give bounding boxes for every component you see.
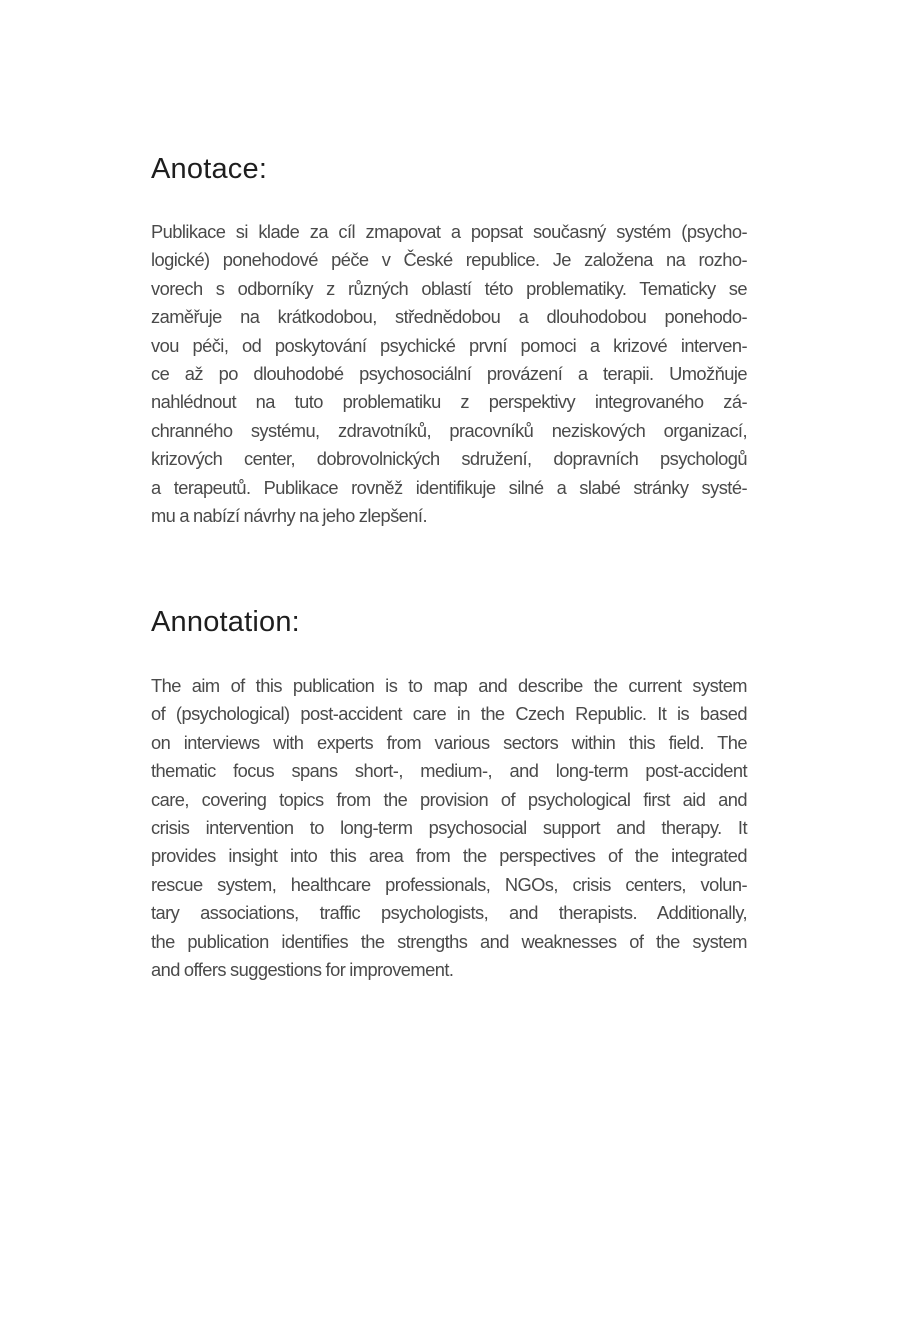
paragraph-line	[151, 275, 747, 303]
line-text: logické) ponehodové péče v České republice. Je založena na rozho-	[151, 249, 747, 271]
paragraph-line	[151, 928, 747, 956]
english-annotation-paragraph	[151, 672, 747, 984]
paragraph-line	[151, 388, 747, 416]
paragraph-line	[151, 360, 747, 388]
paragraph-line	[151, 417, 747, 445]
line-text: chranného systému, zdravotníků, pracovníků neziskových organizací,	[151, 419, 747, 441]
line-text: of (psychological) post-accident care in the Czech Republic. It is based	[151, 703, 747, 725]
line-text: thematic focus spans short-, medium-, and long-term post-accident	[151, 760, 747, 782]
line-text: mu a nabízí návrhy na jeho zlepšení.	[151, 504, 427, 526]
paragraph-line	[151, 502, 747, 530]
line-text: tary associations, traffic psychologists, and therapists. Additionally,	[151, 902, 747, 924]
paragraph-line	[151, 303, 747, 331]
paragraph-line	[151, 786, 747, 814]
line-text: crisis intervention to long-term psychosocial support and therapy. It	[151, 816, 747, 838]
paragraph-line	[151, 729, 747, 757]
czech-annotation-heading: Anotace:	[151, 153, 268, 185]
paragraph-line	[151, 474, 747, 502]
line-text: Publikace si klade za cíl zmapovat a popsat současný systém (psycho-	[151, 221, 747, 242]
line-text: provides insight into this area from the perspectives of the integrated	[151, 845, 747, 867]
line-text: nahlédnout na tuto problematiku z perspektivy integrovaného zá-	[151, 391, 747, 413]
line-text: ce až po dlouhodobé psychosociální provázení a terapii. Umožňuje	[151, 362, 747, 384]
line-text: a terapeutů. Publikace rovněž identifikuje silné a slabé stránky systé-	[151, 476, 747, 498]
paragraph-line	[151, 899, 747, 927]
paragraph-line	[151, 956, 747, 984]
line-text: the publication identifies the strengths and weaknesses of the system	[151, 930, 747, 952]
line-text: zaměřuje na krátkodobou, střednědobou a dlouhodobou ponehodo-	[151, 306, 747, 328]
paragraph-line	[151, 218, 747, 246]
line-text: and offers suggestions for improvement.	[151, 958, 454, 980]
line-text: on interviews with experts from various sectors within this field. The	[151, 731, 747, 753]
line-text: rescue system, healthcare professionals, NGOs, crisis centers, volun-	[151, 873, 747, 895]
line-text: vou péči, od poskytování psychické první pomoci a krizové interven-	[151, 334, 747, 356]
paragraph-line	[151, 842, 747, 870]
line-text: The aim of this publication is to map and describe the current system	[151, 675, 747, 696]
paragraph-line	[151, 246, 747, 274]
paragraph-line	[151, 757, 747, 785]
line-text: care, covering topics from the provision of psychological first aid and	[151, 788, 747, 810]
line-text: vorech s odborníky z různých oblastí této problematiky. Tematicky se	[151, 277, 747, 299]
paragraph-line	[151, 814, 747, 842]
paragraph-line	[151, 445, 747, 473]
czech-annotation-paragraph	[151, 218, 747, 530]
paragraph-line	[151, 672, 747, 700]
english-annotation-heading: Annotation:	[151, 606, 300, 638]
paragraph-line	[151, 332, 747, 360]
paragraph-line	[151, 871, 747, 899]
paragraph-line	[151, 700, 747, 728]
line-text: krizových center, dobrovolnických sdružení, dopravních psychologů	[151, 448, 747, 470]
